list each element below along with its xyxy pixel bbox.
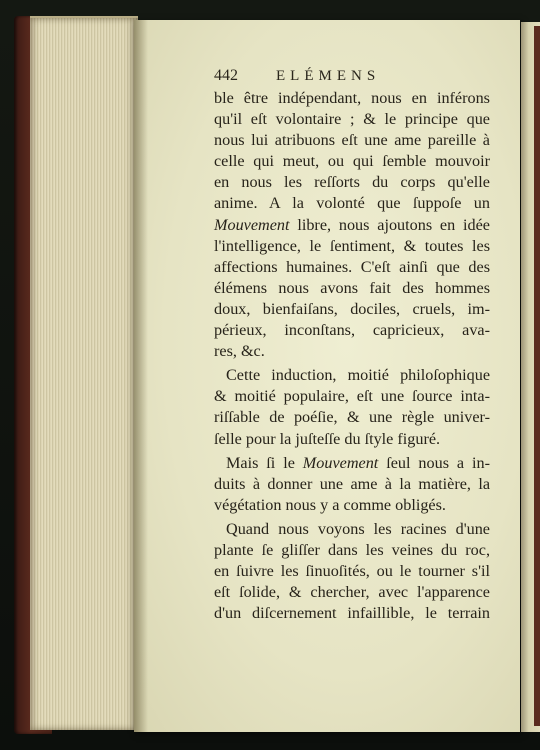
text-line: l'intelligence, le ſentiment, & toutes les: [214, 236, 490, 255]
text-line: affections humaines. C'eſt ainſi que des: [214, 257, 490, 276]
text-line: ble être indépendant, nous en inférons: [214, 89, 490, 107]
text-line: ſelle pour la juſteſſe du ſtyle figuré.: [214, 429, 441, 448]
text-line: végétation nous y a comme obligés.: [214, 495, 446, 514]
text-line: [214, 215, 490, 236]
italic-word: Mouvement: [214, 215, 290, 234]
text-line: plante ſe gliſſer dans les veines du roc,: [214, 540, 490, 559]
text-line: en nous les reſſorts du corps qu'elle: [214, 173, 490, 192]
body-text: [214, 88, 490, 624]
text-line: [214, 453, 490, 474]
text-line: anime. A la volonté que ſuppoſe un: [214, 194, 490, 213]
text-segment: Mais ſi le: [226, 453, 303, 472]
text-line: duits à donner une ame à la matière, la: [214, 474, 490, 493]
italic-word: Mouvement: [302, 453, 379, 472]
page-edges: [30, 18, 138, 730]
running-head: [214, 67, 514, 85]
running-head-title: ELÉMENS: [276, 68, 381, 84]
gutter-shadow: [134, 20, 148, 732]
text-line: qu'il eſt volontaire ; & le principe que: [214, 110, 490, 129]
text-line: Cette induction, moitié philoſophique: [226, 366, 490, 385]
text-line: & moitié populaire, eſt une ſource inta-: [214, 387, 490, 406]
text-segment: libre, nous ajoutons en idée: [289, 215, 490, 234]
text-line: celle qui meut, ou qui ſemble mouvoir: [214, 152, 490, 171]
text-line: d'un diſcernement infaillible, le terrain: [214, 604, 490, 623]
facing-cover-board: [534, 26, 540, 726]
text-line: doux, bienfaiſans, dociles, cruels, im-: [214, 299, 490, 318]
text-line: périeux, inconſtans, capricieux, ava-: [214, 321, 490, 340]
text-line: élémens nous avons fait des hommes: [214, 278, 490, 297]
text-line: riſſable de poéſie, & une règle univer-: [214, 408, 490, 427]
page-number: 442: [214, 67, 238, 84]
text-line: Quand nous voyons les racines d'une: [226, 519, 490, 538]
text-line: res, &c.: [214, 342, 265, 361]
text-line: en ſuivre les ſinuoſités, ou le tourner s'il: [214, 562, 490, 581]
text-line: nous lui atribuons eſt une ame pareille à: [214, 131, 490, 150]
text-line: eſt ſolide, & chercher, avec l'apparence: [214, 583, 490, 602]
text-segment: ſeul nous a in-: [378, 453, 490, 472]
